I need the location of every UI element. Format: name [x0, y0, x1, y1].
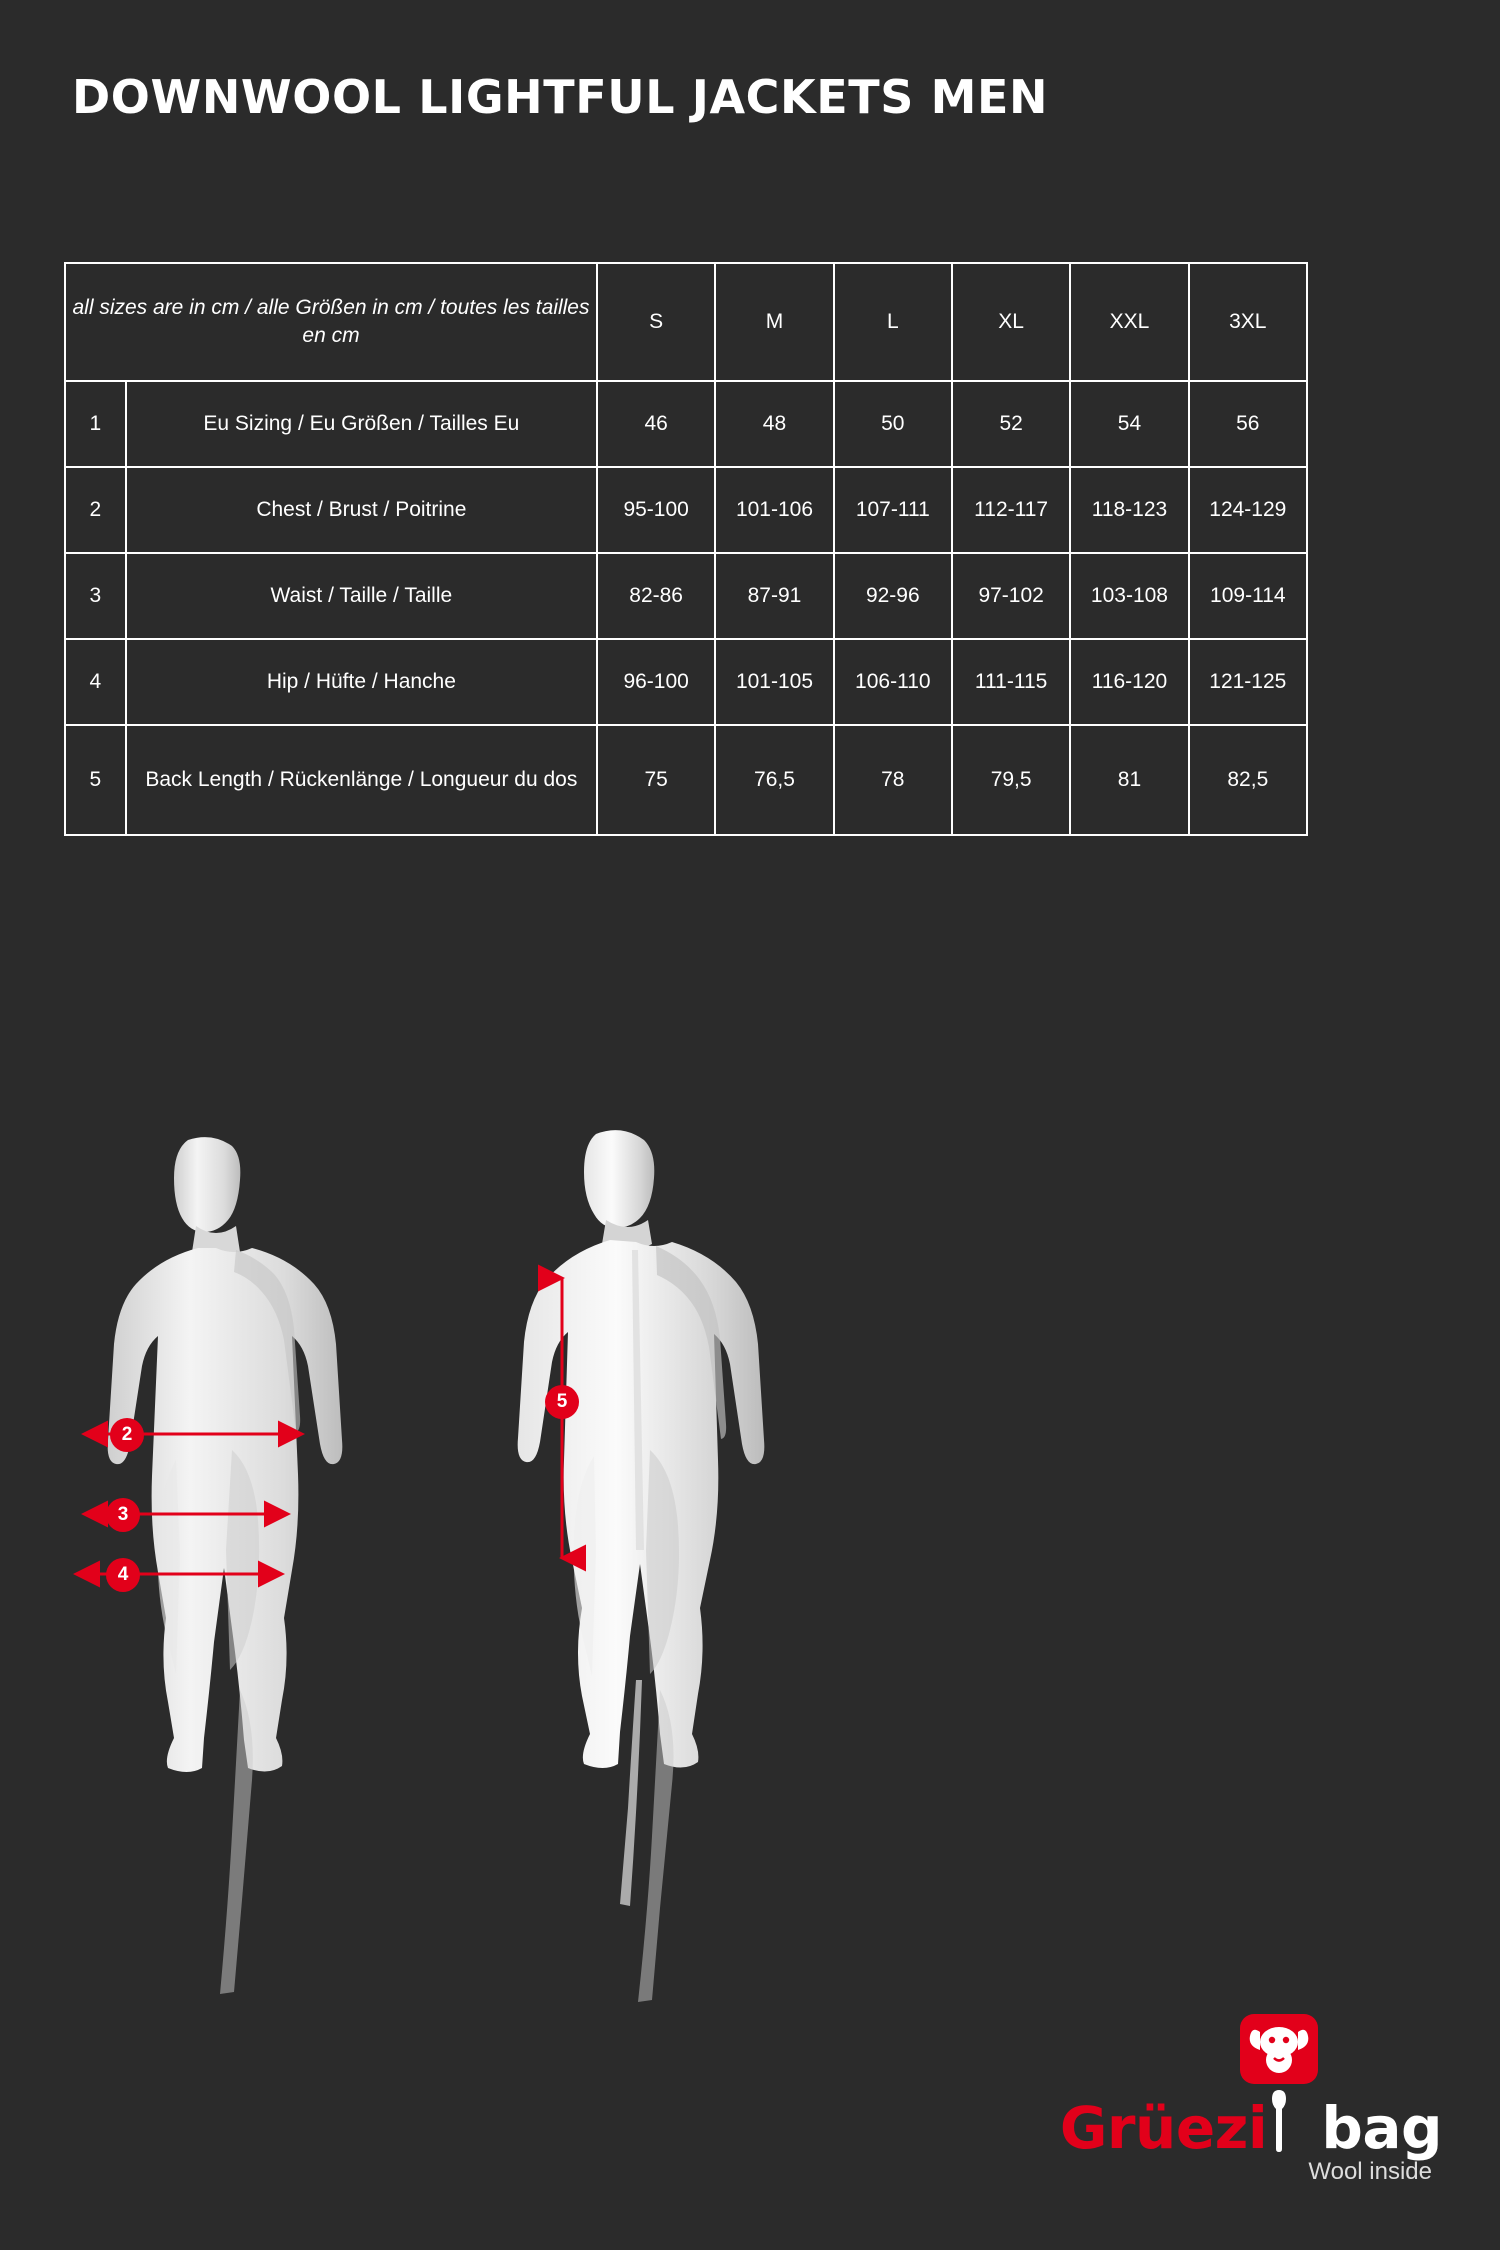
row-2-value-s: 82-86	[597, 553, 715, 639]
header-size-m: M	[715, 263, 833, 381]
row-3-value-m: 101-105	[715, 639, 833, 725]
table-header	[65, 263, 1307, 381]
table-row	[65, 467, 1307, 553]
table-row	[65, 639, 1307, 725]
front-mannequin-illustration	[60, 1130, 380, 2130]
row-2-value-3xl: 109-114	[1189, 553, 1307, 639]
row-3-value-xxl: 116-120	[1070, 639, 1188, 725]
row-label: Hip / Hüfte / Hanche	[126, 639, 597, 725]
marker-chest: 2	[110, 1418, 144, 1452]
header-size-3xl: 3XL	[1189, 263, 1307, 381]
logo-brand-first: Grüezi	[1059, 2094, 1268, 2162]
header-size-xl: XL	[952, 263, 1070, 381]
row-1-value-xl: 112-117	[952, 467, 1070, 553]
table-row	[65, 553, 1307, 639]
logo-tagline: Wool inside	[1308, 2158, 1432, 2185]
row-number: 1	[65, 381, 126, 467]
row-2-value-m: 87-91	[715, 553, 833, 639]
row-4-value-s: 75	[597, 725, 715, 835]
header-size-xxl: XXL	[1070, 263, 1188, 381]
row-label: Eu Sizing / Eu Größen / Tailles Eu	[126, 381, 597, 467]
front-view-mannequin	[60, 1130, 380, 2135]
logo-brand-second: bag	[1321, 2094, 1442, 2162]
back-view-mannequin	[470, 1120, 810, 2145]
row-3-value-3xl: 121-125	[1189, 639, 1307, 725]
table-body	[65, 381, 1307, 835]
row-0-value-l: 50	[834, 381, 952, 467]
row-1-value-3xl: 124-129	[1189, 467, 1307, 553]
header-units-label: all sizes are in cm / alle Größen in cm / toutes les tailles en cm	[65, 263, 597, 381]
row-1-value-m: 101-106	[715, 467, 833, 553]
row-0-value-m: 48	[715, 381, 833, 467]
row-number: 2	[65, 467, 126, 553]
table-row	[65, 381, 1307, 467]
row-number: 4	[65, 639, 126, 725]
row-2-value-l: 92-96	[834, 553, 952, 639]
row-4-value-xxl: 81	[1070, 725, 1188, 835]
header-size-s: S	[597, 263, 715, 381]
marker-back-length: 5	[545, 1385, 579, 1419]
row-3-value-l: 106-110	[834, 639, 952, 725]
marker-hip: 4	[106, 1558, 140, 1592]
row-number: 3	[65, 553, 126, 639]
back-length-measure-arrow	[548, 1270, 588, 1570]
row-2-value-xxl: 103-108	[1070, 553, 1188, 639]
row-4-value-m: 76,5	[715, 725, 833, 835]
row-label: Waist / Taille / Taille	[126, 553, 597, 639]
size-table-container	[64, 262, 1308, 836]
row-4-value-3xl: 82,5	[1189, 725, 1307, 835]
brand-logo	[1042, 2012, 1442, 2192]
size-table	[64, 262, 1308, 836]
row-4-value-l: 78	[834, 725, 952, 835]
marker-waist: 3	[106, 1498, 140, 1532]
gruezi-bag-sheep-icon	[1238, 2012, 1320, 2090]
page-title: DOWNWOOL LIGHTFUL JACKETS MEN	[72, 70, 1049, 124]
row-0-value-xxl: 54	[1070, 381, 1188, 467]
row-label: Back Length / Rückenlänge / Longueur du dos	[126, 725, 597, 835]
row-1-value-l: 107-111	[834, 467, 952, 553]
header-size-l: L	[834, 263, 952, 381]
table-row	[65, 725, 1307, 835]
row-1-value-xxl: 118-123	[1070, 467, 1188, 553]
row-0-value-xl: 52	[952, 381, 1070, 467]
row-4-value-xl: 79,5	[952, 725, 1070, 835]
header-row	[65, 263, 1307, 381]
back-mannequin-illustration	[470, 1120, 810, 2140]
row-3-value-xl: 111-115	[952, 639, 1070, 725]
row-0-value-3xl: 56	[1189, 381, 1307, 467]
row-0-value-s: 46	[597, 381, 715, 467]
row-3-value-s: 96-100	[597, 639, 715, 725]
row-1-value-s: 95-100	[597, 467, 715, 553]
row-number: 5	[65, 725, 126, 835]
row-label: Chest / Brust / Poitrine	[126, 467, 597, 553]
logo-wordmark	[1042, 2094, 1442, 2162]
row-2-value-xl: 97-102	[952, 553, 1070, 639]
